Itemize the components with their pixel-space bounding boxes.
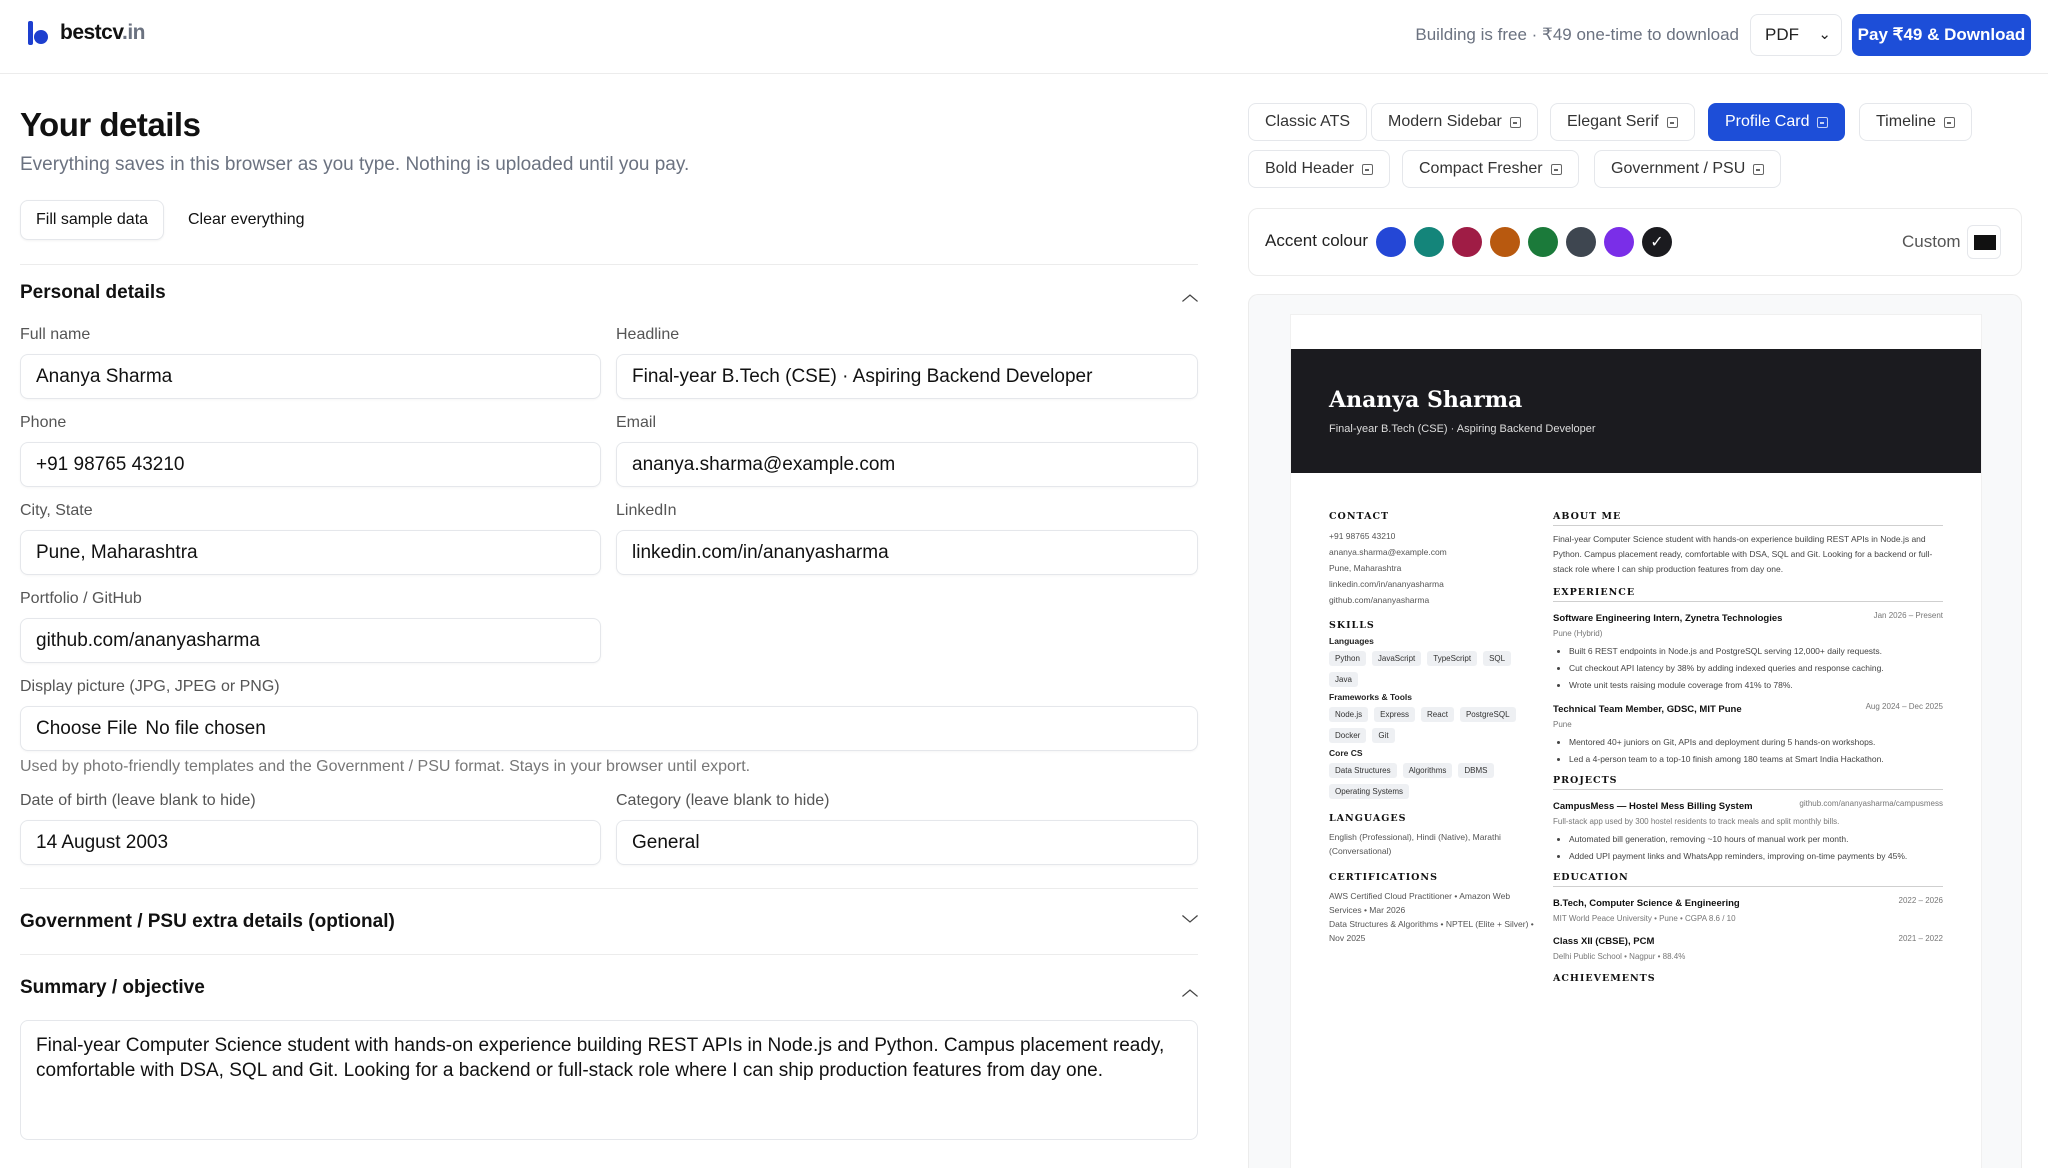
entry-bullet: • Automated bill generation, removing ~10 hours of manual work per month. <box>1569 832 1943 847</box>
entry-title: Technical Team Member, GDSC, MIT Pune <box>1553 704 1742 715</box>
entry-bullet: • Added UPI payment links and WhatsApp reminders, improving on-time payments by 45%. <box>1569 849 1943 864</box>
skill-chip: Node.js <box>1329 707 1368 722</box>
linkedin-input[interactable]: linkedin.com/in/ananyasharma <box>616 530 1198 575</box>
skill-chip: Docker <box>1329 728 1366 743</box>
template-label: Modern Sidebar <box>1388 113 1502 130</box>
divider <box>20 264 1198 265</box>
check-icon: ✓ <box>1650 234 1664 251</box>
certifications-heading: CERTIFICATIONS <box>1329 872 1438 883</box>
skill-chip: Java <box>1329 672 1358 687</box>
clear-everything-button[interactable]: Clear everything <box>188 211 305 228</box>
skill-chips <box>1329 651 1539 687</box>
full-name-input[interactable]: Ananya Sharma <box>20 354 601 399</box>
entry-date: github.com/ananyasharma/campusmess <box>1799 799 1943 808</box>
entry-subtitle: Pune (Hybrid) <box>1553 629 1603 638</box>
city-input[interactable]: Pune, Maharashtra <box>20 530 601 575</box>
contact-item: ananya.sharma@example.com <box>1329 547 1447 557</box>
lock-icon <box>1667 117 1678 128</box>
template-option[interactable] <box>1371 103 1538 141</box>
full-name-label: Full name <box>20 326 91 343</box>
template-label: Classic ATS <box>1265 113 1351 130</box>
accent-swatch[interactable] <box>1604 227 1634 257</box>
entry-title: Software Engineering Intern, Zynetra Technologies <box>1553 613 1783 624</box>
picture-file-input[interactable] <box>20 706 1198 751</box>
resume-entry <box>1553 798 1943 864</box>
phone-label: Phone <box>20 414 67 431</box>
template-option[interactable] <box>1594 150 1781 188</box>
resume-right-column <box>1553 511 1943 987</box>
category-label: Category (leave blank to hide) <box>616 792 830 809</box>
resume-page <box>1291 315 1981 1168</box>
skill-chip: SQL <box>1483 651 1511 666</box>
chevron-up-icon: ︿ <box>1181 287 1198 304</box>
resume-preview <box>1248 294 2022 1168</box>
dob-label: Date of birth (leave blank to hide) <box>20 792 256 809</box>
entry-title: B.Tech, Computer Science & Engineering <box>1553 898 1740 909</box>
template-label: Compact Fresher <box>1419 160 1543 177</box>
experience-heading: EXPERIENCE <box>1553 587 1943 602</box>
accent-swatch[interactable] <box>1452 227 1482 257</box>
format-value: PDF <box>1765 25 1799 44</box>
template-option[interactable] <box>1708 103 1845 141</box>
contact-heading: CONTACT <box>1329 511 1390 522</box>
headline-label: Headline <box>616 326 680 343</box>
resume-header <box>1291 349 1981 473</box>
entry-bullets <box>1553 735 1943 767</box>
skill-chip: Express <box>1374 707 1415 722</box>
accent-swatch[interactable] <box>1566 227 1596 257</box>
email-input[interactable]: ananya.sharma@example.com <box>616 442 1198 487</box>
resume-headline: Final-year B.Tech (CSE) · Aspiring Backend Developer <box>1329 423 1596 435</box>
skill-chip: PostgreSQL <box>1460 707 1516 722</box>
entry-date: 2022 – 2026 <box>1898 896 1943 905</box>
chevron-down-icon: ﹀ <box>1181 916 1198 933</box>
template-label: Elegant Serif <box>1567 113 1659 130</box>
fill-sample-button[interactable]: Fill sample data <box>20 200 164 240</box>
accent-swatch[interactable] <box>1414 227 1444 257</box>
about-text: Final-year Computer Science student with hands-on experience building REST APIs in Node.js and Python. Campus placement ready, comfortable with DSA, SQL and Git. Looking for a backend or full-stack role where I can ship production features from day one. <box>1553 534 1933 574</box>
brand-name: bestcv.in <box>60 21 145 44</box>
skill-chip: Data Structures <box>1329 763 1397 778</box>
accent-colour-picker <box>1248 208 2022 276</box>
city-label: City, State <box>20 502 93 519</box>
top-bar <box>0 0 2048 74</box>
template-option[interactable] <box>1859 103 1972 141</box>
dob-input[interactable]: 14 August 2003 <box>20 820 601 865</box>
skill-chip: Python <box>1329 651 1366 666</box>
lock-icon <box>1551 164 1562 175</box>
contact-item: linkedin.com/in/ananyasharma <box>1329 579 1444 589</box>
entry-date: 2021 – 2022 <box>1898 934 1943 943</box>
skill-chip: DBMS <box>1458 763 1493 778</box>
accent-swatch[interactable] <box>1490 227 1520 257</box>
education-heading: EDUCATION <box>1553 872 1943 887</box>
entry-subtitle: MIT World Peace University • Pune • CGPA 8.6 / 10 <box>1553 914 1736 923</box>
entry-bullet: • Mentored 40+ juniors on Git, APIs and deployment during 5 hands-on workshops. <box>1569 735 1943 750</box>
resume-entry <box>1553 701 1943 767</box>
entry-title: Class XII (CBSE), PCM <box>1553 936 1655 947</box>
choose-file-button[interactable]: Choose File <box>36 717 138 739</box>
lock-icon <box>1510 117 1521 128</box>
no-file-text: No file chosen <box>145 717 266 739</box>
entry-subtitle: Delhi Public School • Nagpur • 88.4% <box>1553 952 1686 961</box>
chevron-up-icon: ︿ <box>1181 982 1198 999</box>
achievements-heading: ACHIEVEMENTS <box>1553 973 1656 984</box>
template-option[interactable] <box>1248 103 1367 141</box>
entry-date: Aug 2024 – Dec 2025 <box>1865 702 1943 711</box>
skill-chips <box>1329 707 1539 743</box>
chevron-down-icon: ⌄ <box>1818 26 1831 43</box>
accent-label: Accent colour <box>1265 231 1368 250</box>
skill-group-title: Frameworks & Tools <box>1329 692 1412 702</box>
skill-chip: Git <box>1372 728 1394 743</box>
about-heading: ABOUT ME <box>1553 511 1943 526</box>
certification-item: AWS Certified Cloud Practitioner • Amazon Web Services • Mar 2026 <box>1329 891 1511 915</box>
accent-swatch[interactable] <box>1528 227 1558 257</box>
contact-item: Pune, Maharashtra <box>1329 563 1402 573</box>
page-title: Your details <box>20 106 201 143</box>
skill-group-title: Languages <box>1329 636 1374 646</box>
resume-left-column <box>1329 511 1539 945</box>
section-title: Summary / objective <box>20 977 205 998</box>
resume-entry <box>1553 895 1943 925</box>
phone-input[interactable]: +91 98765 43210 <box>20 442 601 487</box>
linkedin-label: LinkedIn <box>616 502 677 519</box>
entry-bullets <box>1553 832 1943 864</box>
format-select[interactable] <box>1750 14 1842 56</box>
accent-swatch[interactable] <box>1642 227 1672 257</box>
summary-textarea[interactable]: Final-year Computer Science student with hands-on experience building REST APIs in Node.js and Python. Campus placement ready, comfortable with DSA, SQL and Git. Looking for a backend or full-stack role where I can ship production features from day one. <box>20 1020 1198 1140</box>
lock-icon <box>1944 117 1955 128</box>
lock-icon <box>1817 117 1828 128</box>
template-label: Bold Header <box>1265 160 1354 177</box>
divider <box>20 954 1198 955</box>
contact-item: github.com/ananyasharma <box>1329 595 1430 605</box>
entry-title: CampusMess — Hostel Mess Billing System <box>1553 801 1753 812</box>
section-title: Personal details <box>20 282 166 303</box>
personal-section-toggle[interactable] <box>20 282 1198 304</box>
pricing-note: Building is free · ₹49 one-time to download <box>1415 25 1739 44</box>
email-label: Email <box>616 414 657 431</box>
resume-entry <box>1553 933 1943 963</box>
template-label: Timeline <box>1876 113 1936 130</box>
languages-text: English (Professional), Hindi (Native), Marathi (Conversational) <box>1329 832 1501 856</box>
page-subtitle: Everything saves in this browser as you type. Nothing is uploaded until you pay. <box>20 154 690 175</box>
skill-chip: JavaScript <box>1372 651 1421 666</box>
skills-heading: SKILLS <box>1329 620 1375 631</box>
gov-section-toggle[interactable] <box>20 911 1198 933</box>
template-label: Profile Card <box>1725 113 1810 130</box>
template-option[interactable] <box>1402 150 1579 188</box>
skill-chip: React <box>1421 707 1454 722</box>
template-option[interactable] <box>1550 103 1695 141</box>
template-label: Government / PSU <box>1611 160 1746 177</box>
custom-colour-label: Custom <box>1902 232 1961 251</box>
entry-bullet: • Cut checkout API latency by 38% by adding indexed queries and response caching. <box>1569 661 1943 676</box>
skill-chip: TypeScript <box>1427 651 1477 666</box>
summary-section-toggle[interactable] <box>20 977 1198 999</box>
logo-icon <box>26 20 50 46</box>
entry-bullet: • Led a 4-person team to a top-10 finish among 180 teams at Smart India Hackathon. <box>1569 752 1943 767</box>
picture-hint: Used by photo-friendly templates and the Government / PSU format. Stays in your browser until export. <box>20 758 751 775</box>
contact-item: +91 98765 43210 <box>1329 531 1396 541</box>
certification-item: Data Structures & Algorithms • NPTEL (Elite + Silver) • Nov 2025 <box>1329 919 1534 943</box>
pay-download-button[interactable]: Pay ₹49 & Download <box>1852 14 2031 56</box>
resume-name: Ananya Sharma <box>1329 387 1523 413</box>
entry-bullet: • Wrote unit tests raising module coverage from 41% to 78%. <box>1569 678 1943 693</box>
entry-subtitle: Pune <box>1553 720 1572 729</box>
lock-icon <box>1362 164 1373 175</box>
lock-icon <box>1753 164 1764 175</box>
headline-input[interactable]: Final-year B.Tech (CSE) · Aspiring Backend Developer <box>616 354 1198 399</box>
skill-chip: Algorithms <box>1403 763 1453 778</box>
skill-chips <box>1329 763 1539 799</box>
custom-colour-input[interactable] <box>1967 225 2001 259</box>
portfolio-label: Portfolio / GitHub <box>20 590 142 607</box>
entry-subtitle: Full-stack app used by 300 hostel residents to track meals and split monthly bills. <box>1553 817 1840 826</box>
projects-heading: PROJECTS <box>1553 775 1943 790</box>
entry-bullets <box>1553 644 1943 693</box>
entry-bullet: • Built 6 REST endpoints in Node.js and PostgreSQL serving 12,000+ daily requests. <box>1569 644 1943 659</box>
section-title: Government / PSU extra details (optional) <box>20 911 395 932</box>
languages-heading: LANGUAGES <box>1329 813 1407 824</box>
brand-logo[interactable] <box>26 20 145 46</box>
accent-swatch[interactable] <box>1376 227 1406 257</box>
category-input[interactable]: General <box>616 820 1198 865</box>
template-option[interactable] <box>1248 150 1390 188</box>
entry-date: Jan 2026 – Present <box>1873 611 1943 620</box>
resume-entry <box>1553 610 1943 693</box>
skill-chip: Operating Systems <box>1329 784 1409 799</box>
picture-label: Display picture (JPG, JPEG or PNG) <box>20 678 280 695</box>
portfolio-input[interactable]: github.com/ananyasharma <box>20 618 601 663</box>
divider <box>20 888 1198 889</box>
skill-group-title: Core CS <box>1329 748 1363 758</box>
